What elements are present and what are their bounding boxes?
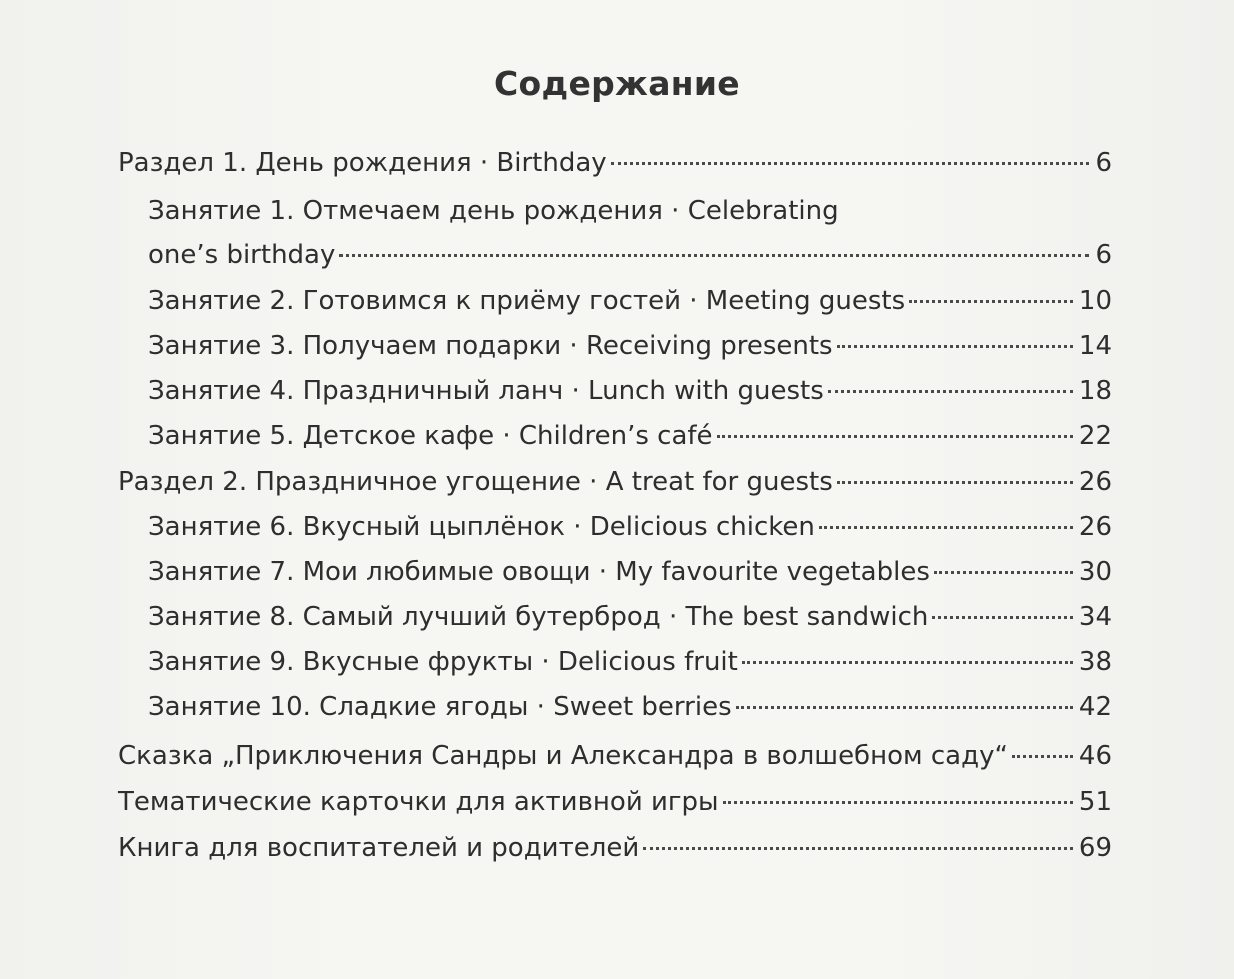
- page-title: Содержание: [494, 64, 740, 103]
- toc-page-number: 69: [1078, 833, 1112, 863]
- toc-entry-label: Занятие 7. Мои любимые овощи · My favourite vegetables: [148, 557, 930, 587]
- toc-entry-lesson-7: [148, 555, 1112, 589]
- toc-entry-label: Занятие 4. Праздничный ланч · Lunch with guests: [148, 376, 824, 406]
- toc-entry-label: Занятие 9. Вкусные фрукты · Delicious fruit: [148, 647, 738, 677]
- dot-leader: [932, 616, 1073, 619]
- toc-page-number: 38: [1078, 647, 1112, 677]
- dot-leader: [909, 300, 1073, 303]
- toc-entry-label: Занятие 8. Самый лучший бутерброд · The best sandwich: [148, 602, 929, 632]
- toc-entry-lesson-6: [148, 510, 1112, 544]
- dot-leader: [339, 254, 1089, 257]
- toc-page-number: 6: [1095, 240, 1112, 270]
- toc-entry-label: Занятие 3. Получаем подарки · Receiving presents: [148, 331, 833, 361]
- toc-entry-label: Раздел 1. День рождения · Birthday: [118, 148, 607, 178]
- toc-page-number: 46: [1078, 741, 1112, 771]
- toc-page-number: 42: [1078, 692, 1112, 722]
- toc-entry-label: Занятие 6. Вкусный цыплёнок · Delicious chicken: [148, 512, 815, 542]
- toc-page-number: 14: [1078, 331, 1112, 361]
- toc-page-number: 6: [1095, 148, 1112, 178]
- toc-entry-section-1: [118, 146, 1112, 180]
- toc-entry-lesson-4: [148, 374, 1112, 408]
- toc-entry-lesson-8: [148, 600, 1112, 634]
- toc-entry-lesson-9: [148, 645, 1112, 679]
- dot-leader: [837, 345, 1073, 348]
- toc-entry-cards: [118, 785, 1112, 819]
- toc-entry-label: Занятие 2. Готовимся к приёму гостей · Meeting guests: [148, 286, 906, 316]
- toc-entry-teachers-book: [118, 831, 1112, 865]
- toc-page-number: 26: [1078, 467, 1112, 497]
- toc-page-number: 22: [1078, 421, 1112, 451]
- dot-leader: [742, 661, 1073, 664]
- toc-entry-lesson-3: [148, 329, 1112, 363]
- toc-page-number: 51: [1078, 787, 1112, 817]
- dot-leader: [934, 571, 1073, 574]
- toc-entry-label: Книга для воспитателей и родителей: [118, 833, 640, 863]
- dot-leader: [611, 162, 1090, 165]
- toc-entry-lesson-1: [148, 238, 1112, 272]
- dot-leader: [736, 706, 1073, 709]
- toc-entry-lesson-5: [148, 419, 1112, 453]
- dot-leader: [819, 526, 1073, 529]
- dot-leader: [717, 435, 1073, 438]
- toc-entry-label: one’s birthday: [148, 240, 336, 270]
- dot-leader: [837, 481, 1073, 484]
- toc-entry-section-2: [118, 465, 1112, 499]
- toc-page-number: 10: [1078, 286, 1112, 316]
- toc-entry-label: Занятие 5. Детское кафе · Children’s café: [148, 421, 713, 451]
- toc-entry-lesson-1-line-1: Занятие 1. Отмечаем день рождения · Celebrating: [148, 196, 839, 226]
- dot-leader: [1012, 755, 1073, 758]
- toc-entry-lesson-10: [148, 690, 1112, 724]
- dot-leader: [828, 390, 1073, 393]
- toc-entry-lesson-2: [148, 284, 1112, 318]
- toc-entry-label: Тематические карточки для активной игры: [118, 787, 719, 817]
- toc-page-number: 26: [1078, 512, 1112, 542]
- toc-page-number: 30: [1078, 557, 1112, 587]
- dot-leader: [643, 847, 1073, 850]
- toc-entry-label: Занятие 10. Сладкие ягоды · Sweet berries: [148, 692, 732, 722]
- toc-entry-label: Сказка „Приключения Сандры и Александра в волшебном саду“: [118, 741, 1008, 771]
- dot-leader: [723, 801, 1073, 804]
- toc-entry-fairy-tale: [118, 739, 1112, 773]
- toc-page-number: 34: [1078, 602, 1112, 632]
- toc-entry-label: Раздел 2. Праздничное угощение · A treat for guests: [118, 467, 833, 497]
- toc-page-number: 18: [1078, 376, 1112, 406]
